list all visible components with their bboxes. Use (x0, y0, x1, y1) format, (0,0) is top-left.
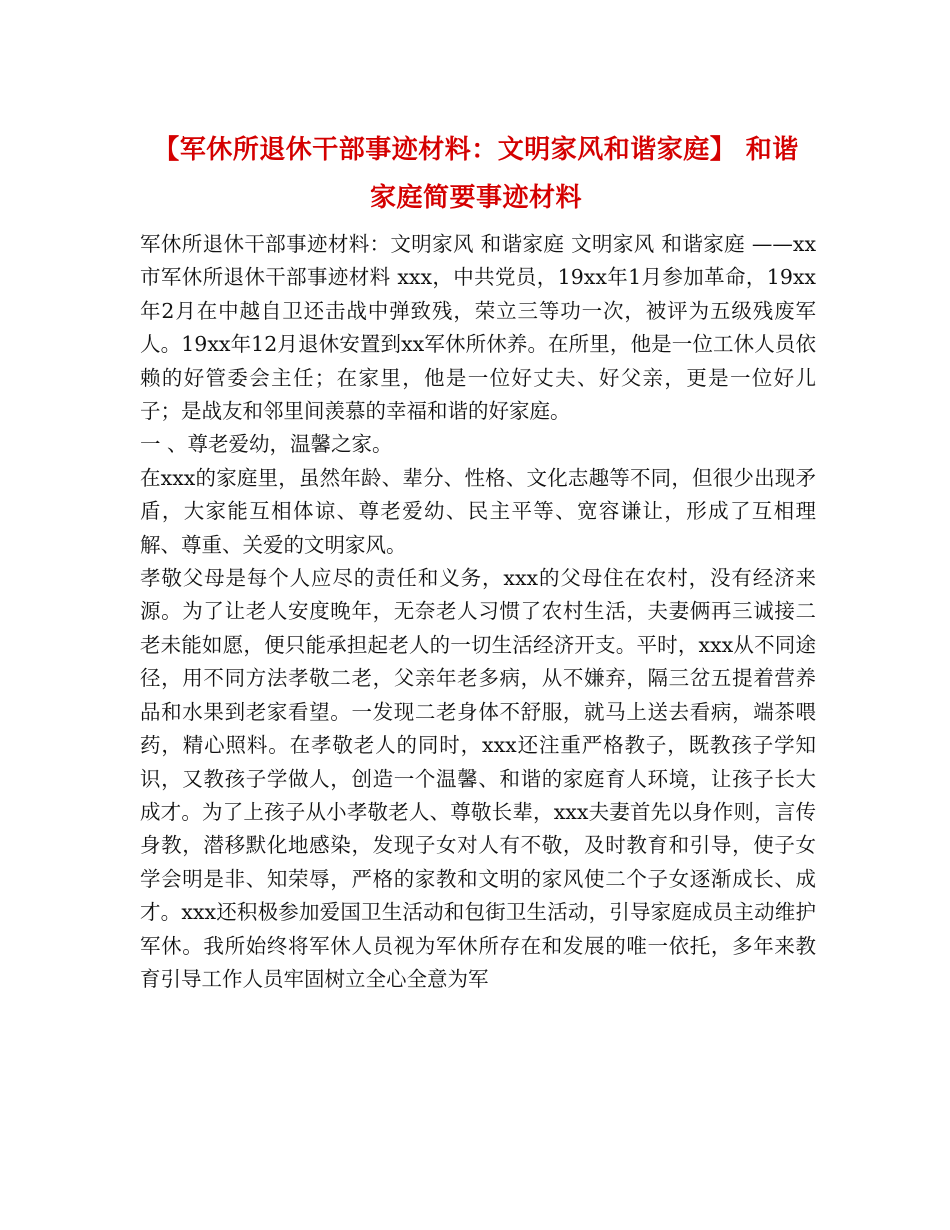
section-heading-1: 一 、尊老爱幼，温馨之家。 (140, 432, 393, 457)
document-title: 【军休所退休干部事迹材料：文明家风和谐家庭】 和谐家庭简要事迹材料 (153, 135, 799, 213)
paragraph-intro: 军休所退休干部事迹材料：文明家风 和谐家庭 文明家风 和谐家庭 ——xx市军休所退休干部事迹材料 xxx，中共党员，19xx年1月参加革命，19xx年2月在中越自卫还击战中弹致残，荣立三等功一次，被评为五级残废军人。19xx年12月退休安置到xx军休所休养。在所里，他是一位工休人员依赖的好管委会主任；在家里，他是一位好丈夫、好父亲，更是一位好儿子；是战友和邻里间羡慕的幸福和谐的好家庭。 (140, 232, 816, 424)
document-body (140, 228, 816, 996)
paragraph-family-harmony: 在xxx的家庭里，虽然年龄、辈分、性格、文化志趣等不同，但很少出现矛盾，大家能互相体谅、尊老爱幼、民主平等、宽容谦让，形成了互相理解、尊重、关爱的文明家风。 (140, 465, 816, 557)
paragraph-filial-piety: 孝敬父母是每个人应尽的责任和义务，xxx的父母住在农村，没有经济来源。为了让老人安度晚年，无奈老人习惯了农村生活，夫妻俩再三诚接二老未能如愿，便只能承担起老人的一切生活经济开支。平时，xxx从不同途径，用不同方法孝敬二老，父亲年老多病，从不嫌弃，隔三岔五提着营养品和水果到老家看望。一发现二老身体不舒服，就马上送去看病，端茶喂药，精心照料。在孝敬老人的同时，xxx还注重严格教子，既教孩子学知识，又教孩子学做人，创造一个温馨、和谐的家庭育人环境，让孩子长大成才。为了上孩子从小孝敬老人、尊敬长辈，xxx夫妻首先以身作则，言传身教，潜移默化地感染，发现子女对人有不敬，及时教育和引导，使子女学会明是非、知荣辱，严格的家教和文明的家风使二个子女逐渐成长、成才。xxx还积极参加爱国卫生活动和包街卫生活动，引导家庭成员主动维护军休。我所始终将军休人员视为军休所存在和发展的唯一依托，多年来教育引导工作人员牢固树立全心全意为军 (140, 566, 816, 991)
